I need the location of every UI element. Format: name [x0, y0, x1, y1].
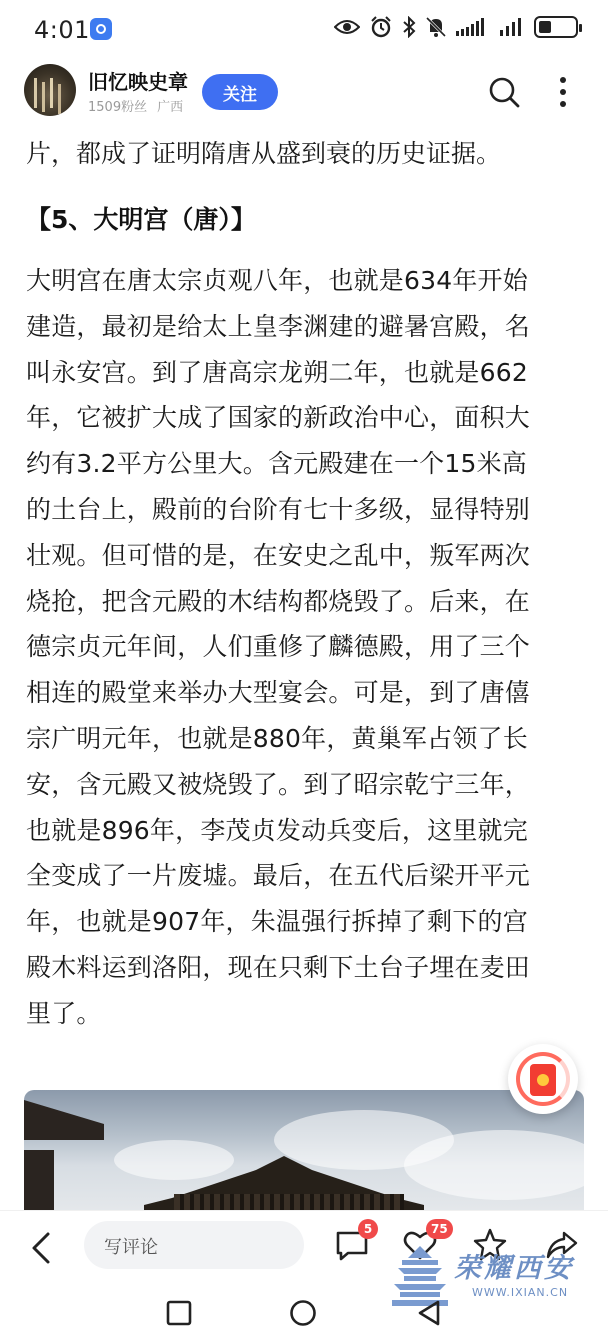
- paragraph-line: 的土台上，殿前的台阶有七十多级，显得特别: [26, 494, 531, 524]
- comment-count-badge: 5: [358, 1219, 378, 1239]
- paragraph-line: 叫永安宫。到了唐高宗龙朔二年，也就是662: [26, 357, 528, 387]
- signal-icon: [456, 18, 490, 36]
- comment-placeholder: 写评论: [104, 1237, 158, 1258]
- paragraph-line: 里了。: [26, 998, 102, 1028]
- circle-icon: [288, 1298, 318, 1328]
- avatar[interactable]: [24, 64, 76, 116]
- paragraph-line: 大明宫在唐太宗贞观八年，也就是634年开始: [26, 266, 528, 295]
- paragraph-line: 也就是896年，李茂贞发动兵变后，这里就完: [26, 815, 528, 845]
- paragraph-line: 安，含元殿又被烧毁了。到了昭宗乾宁三年，: [26, 769, 531, 799]
- red-packet-button[interactable]: [508, 1044, 578, 1114]
- comment-input[interactable]: [84, 1221, 304, 1269]
- paragraph-line: 全变成了一片废墟。最后，在五代后梁开平元: [26, 861, 531, 891]
- chevron-left-icon: [28, 1231, 54, 1265]
- author-name[interactable]: 旧忆映史章: [88, 70, 188, 94]
- signal-icon: [500, 18, 524, 36]
- system-nav-bar: [0, 1282, 608, 1344]
- preceding-paragraph-line: 片，都成了证明隋唐从盛到衰的历史证据。: [26, 139, 502, 168]
- recents-button[interactable]: [164, 1298, 194, 1328]
- search-button[interactable]: [486, 74, 522, 110]
- status-time: 4:01: [34, 16, 90, 44]
- triangle-back-icon: [414, 1298, 444, 1328]
- red-envelope-icon: [530, 1064, 556, 1096]
- author-meta: [88, 96, 183, 115]
- search-icon: [486, 74, 522, 110]
- follower-count: 1509粉丝: [88, 100, 148, 115]
- paragraph-line: 殿木料运到洛阳，现在只剩下土台子埋在麦田: [26, 952, 531, 982]
- comments-button[interactable]: [334, 1222, 373, 1263]
- square-icon: [164, 1298, 194, 1328]
- watermark-url: WWW.IXIAN.CN: [472, 1286, 569, 1299]
- paragraph-line: 宗广明元年，也就是880年，黄巢军占领了长: [26, 723, 528, 753]
- article-header: [0, 62, 608, 124]
- bluetooth-icon: [402, 16, 416, 38]
- article-image[interactable]: [24, 1090, 584, 1216]
- follow-button[interactable]: 关注: [202, 74, 278, 110]
- like-count-badge: 75: [426, 1219, 453, 1239]
- paragraph-line: 约有3.2平方公里大。含元殿建在一个15米高: [26, 449, 527, 479]
- battery-icon: [534, 16, 578, 38]
- paragraph-line: 相连的殿堂来举办大型宴会。可是，到了唐僖: [26, 678, 531, 708]
- status-icons: [334, 16, 578, 38]
- mute-icon: [426, 16, 446, 38]
- paragraph-line: 烧抢，把含元殿的木结构都烧毁了。后来，在: [26, 586, 531, 616]
- more-vertical-icon: [548, 74, 578, 110]
- status-bar: [0, 0, 608, 60]
- section-heading: 【5、大明宫（唐）】: [26, 205, 256, 234]
- paragraph-line: 建造，最初是给太上皇李渊建的避暑宫殿，名: [26, 311, 531, 341]
- article-paragraph: [26, 258, 586, 1037]
- nav-back-button[interactable]: [414, 1298, 444, 1328]
- watermark-text: 荣耀西安: [454, 1253, 574, 1284]
- eye-icon: [334, 18, 360, 36]
- paragraph-line: 德宗贞元年间，人们重修了麟德殿，用了三个: [26, 632, 531, 662]
- home-button[interactable]: [288, 1298, 318, 1328]
- app-notification-icon: [90, 18, 112, 40]
- more-button[interactable]: [548, 74, 578, 110]
- back-button[interactable]: [28, 1231, 54, 1265]
- paragraph-line: 年，也就是907年，朱温强行拆掉了剩下的宫: [26, 907, 528, 937]
- alarm-icon: [370, 16, 392, 38]
- paragraph-line: 壮观。但可惜的是，在安史之乱中，叛军两次: [26, 540, 531, 570]
- paragraph-line: 年，它被扩大成了国家的新政治中心，面积大: [26, 403, 531, 433]
- author-location: 广西: [157, 100, 184, 115]
